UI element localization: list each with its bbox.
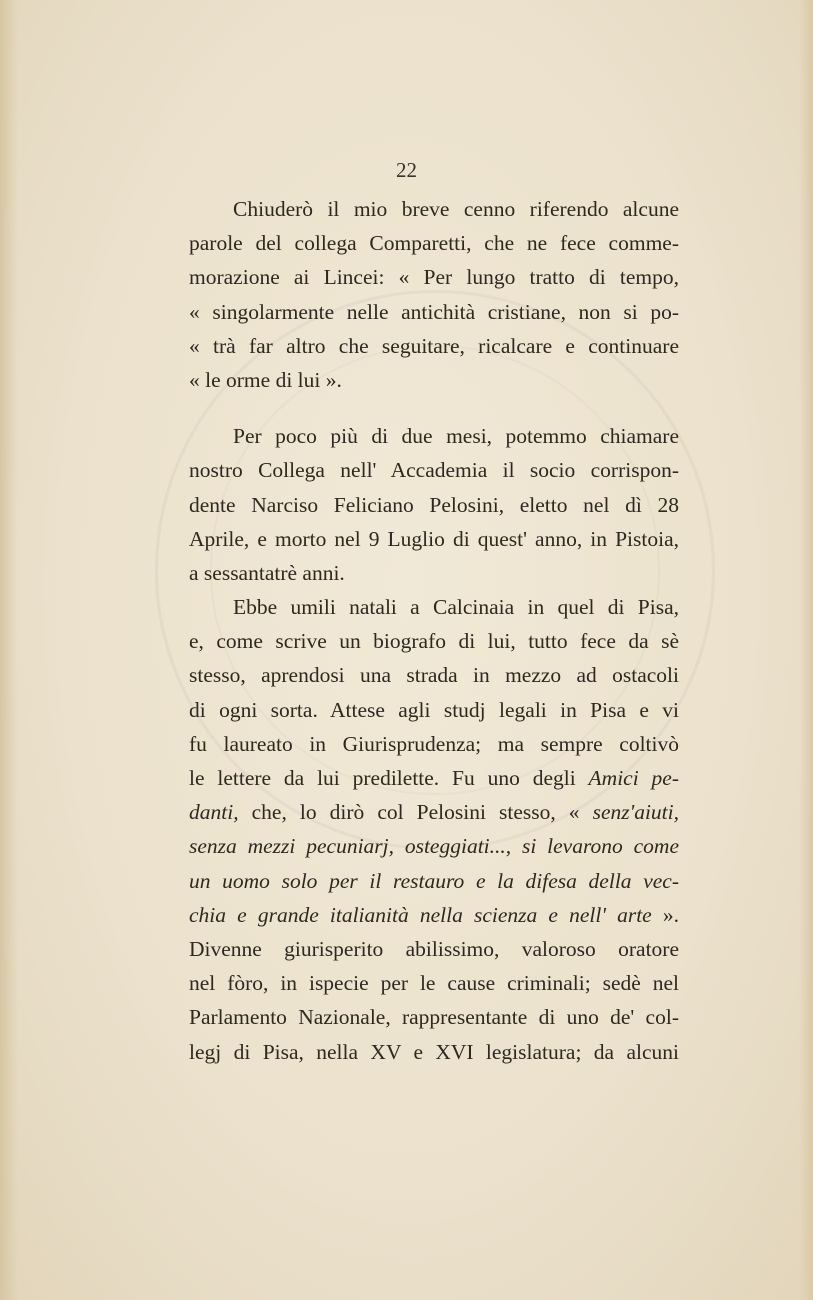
paragraph-gap: [189, 397, 679, 419]
italic-text-line: un uomo solo per il restauro e la difesa della vec-: [189, 868, 679, 893]
text-line: nostro Collega nell' Accademia il socio corrispon-: [189, 458, 679, 483]
text-line: parole del collega Comparetti, che ne fece comme-: [189, 231, 679, 256]
text-line: Aprile, e morto nel 9 Luglio di quest' anno, in Pistoia,: [189, 526, 679, 551]
italic-text-line: senza mezzi pecuniarj, osteggiati..., si levarono come: [189, 834, 679, 859]
text-line: « le orme di lui ».: [189, 367, 342, 392]
italic-text-segment: chia e grande italianità nella scienza e nell' arte: [189, 902, 652, 927]
text-line: Divenne giurisperito abilissimo, valoroso oratore: [189, 936, 679, 961]
italic-text-segment: senz'aiuti,: [592, 800, 679, 825]
text-line: Chiuderò il mio breve cenno riferendo alcune: [233, 197, 679, 221]
text-line: [189, 898, 679, 932]
text-line: [189, 761, 679, 795]
text-line: « trà far altro che seguitare, ricalcare e continuare: [189, 333, 679, 358]
text-line: dente Narciso Feliciano Pelosini, eletto nel dì 28: [189, 492, 679, 517]
text-line: Parlamento Nazionale, rappresentante di uno de' col-: [189, 1005, 679, 1030]
text-line: Per poco più di due mesi, potemmo chiamare: [233, 424, 679, 449]
paragraph-1: [189, 192, 679, 397]
text-line: fu laureato in Giurisprudenza; ma sempre coltivò: [189, 731, 679, 756]
text-line: nel fòro, in ispecie per le cause criminali; sedè nel: [189, 971, 679, 996]
text-line: a sessantatrè anni.: [189, 560, 345, 585]
text-segment: le lettere da lui predilette. Fu uno degli: [189, 766, 576, 790]
page-left-edge-shadow: [0, 0, 18, 1300]
text-line: legj di Pisa, nella XV e XVI legislatura; da alcuni: [189, 1039, 679, 1064]
text-line: e, come scrive un biografo di lui, tutto fece da sè: [189, 629, 679, 654]
page-number: 22: [396, 158, 417, 182]
body-text: [189, 192, 679, 1069]
italic-text-segment: Amici pe-: [588, 766, 680, 790]
italic-text-segment: danti,: [189, 800, 239, 825]
text-line: Ebbe umili natali a Calcinaia in quel di Pisa,: [233, 595, 679, 620]
text-line: « singolarmente nelle antichità cristiane, non si po-: [189, 299, 679, 324]
text-segment: ».: [662, 902, 679, 927]
text-line: [189, 795, 679, 829]
paragraph-2: [189, 419, 679, 590]
page-right-edge-shadow: [799, 0, 813, 1300]
text-segment: che, lo dirò col Pelosini stesso, «: [251, 800, 580, 825]
paragraph-3: [189, 590, 679, 1069]
text-line: morazione ai Lincei: « Per lungo tratto di tempo,: [189, 265, 679, 290]
text-line: di ogni sorta. Attese agli studj legali in Pisa e vi: [189, 697, 679, 722]
text-line: stesso, aprendosi una strada in mezzo ad ostacoli: [189, 663, 679, 688]
